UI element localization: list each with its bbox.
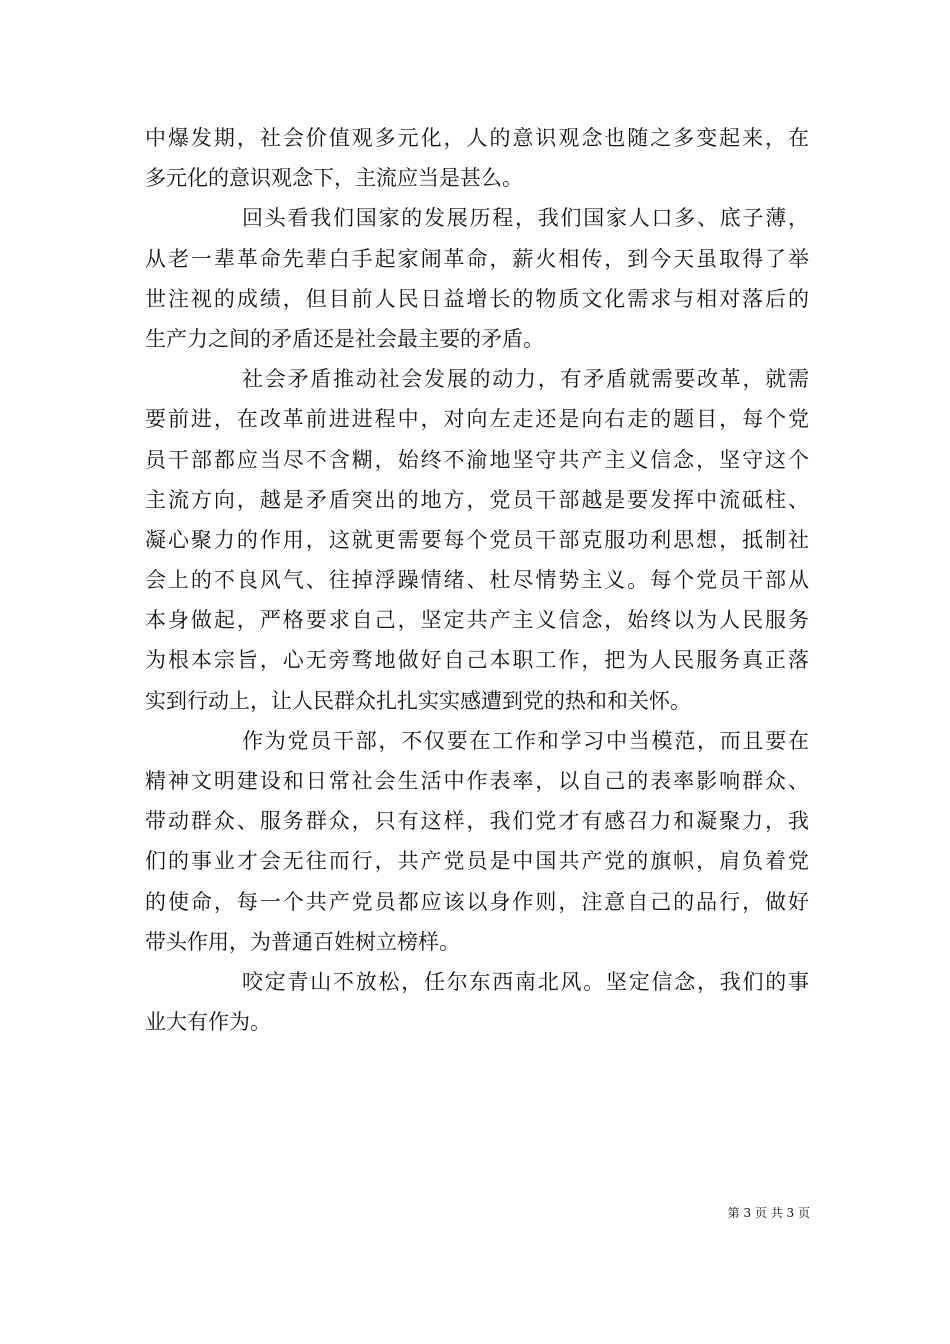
paragraph-2-line-1: 回头看我们国家的发展历程，我们国家人口多、底子薄，: [242, 206, 809, 231]
paragraph-4-line-5: 的使命，每一个共产党员都应该以身作则，注意自己的品行，做好: [145, 889, 809, 914]
paragraph-2-line-2: 从老一辈革命先辈白手起家闹革命，薪火相传，到今天虽取得了举: [145, 246, 809, 271]
paragraph-1-line-1: 中爆发期，社会价值观多元化，人的意识观念也随之多变起来，在: [145, 126, 809, 150]
paragraph-2-line-4: 生产力之间的矛盾还是社会最主要的矛盾。: [145, 326, 544, 351]
paragraph-2-line-3: 世注视的成绩，但目前人民日益增长的物质文化需求与相对落后的: [145, 286, 809, 311]
paragraph-4-line-2: 精神文明建设和日常社会生活中作表率，以自己的表率影响群众、: [145, 769, 809, 793]
paragraph-4-line-6: 带头作用，为普通百姓树立榜样。: [145, 929, 460, 954]
document-body: [145, 118, 809, 1042]
paragraph-3-line-9: 实到行动上，让人民群众扎扎实实感遭到党的热和和关怀。: [145, 688, 691, 713]
paragraph-5-line-1: 咬定青山不放松，任尔东西南北风。坚定信念，我们的事: [242, 969, 809, 994]
paragraph-3-line-1: 社会矛盾推动社会发展的动力，有矛盾就需要改革，就需: [242, 367, 809, 392]
paragraph-4-line-4: 们的事业才会无往而行，共产党员是中国共产党的旗帜，肩负着党: [145, 849, 809, 874]
paragraph-3-line-7: 本身做起，严格要求自己，坚定共产主义信念，始终以为人民服务: [145, 608, 809, 633]
paragraph-1-line-2: 多元化的意识观念下，主流应当是甚么。: [145, 166, 523, 191]
paragraph-3-line-8: 为根本宗旨，心无旁骛地做好自己本职工作，把为人民服务真正落: [145, 648, 809, 673]
paragraph-4-line-1: 作为党员干部，不仅要在工作和学习中当模范，而且要在: [242, 728, 809, 753]
paragraph-3-line-5: 凝心聚力的作用，这就更需要每个党员干部克服功利思想，抵制社: [145, 527, 809, 552]
paragraph-3-line-3: 员干部都应当尽不含糊，始终不渝地坚守共产主义信念，坚守这个: [145, 447, 809, 472]
paragraph-4-line-3: 带动群众、服务群众，只有这样，我们党才有感召力和凝聚力，我: [145, 809, 809, 834]
paragraph-3-line-4: 主流方向，越是矛盾突出的地方，党员干部越是要发挥中流砥柱、: [145, 487, 809, 512]
paragraph-5-line-2: 业大有作为。: [145, 1010, 271, 1035]
paragraph-3-line-2: 要前进，在改革前进进程中，对向左走还是向右走的题目，每个党: [145, 407, 809, 432]
page-number-footer: 第 3 页 共 3 页: [727, 1206, 810, 1220]
paragraph-3-line-6: 会上的不良风气、往掉浮躁情绪、杜尽情势主义。每个党员干部从: [145, 568, 809, 593]
